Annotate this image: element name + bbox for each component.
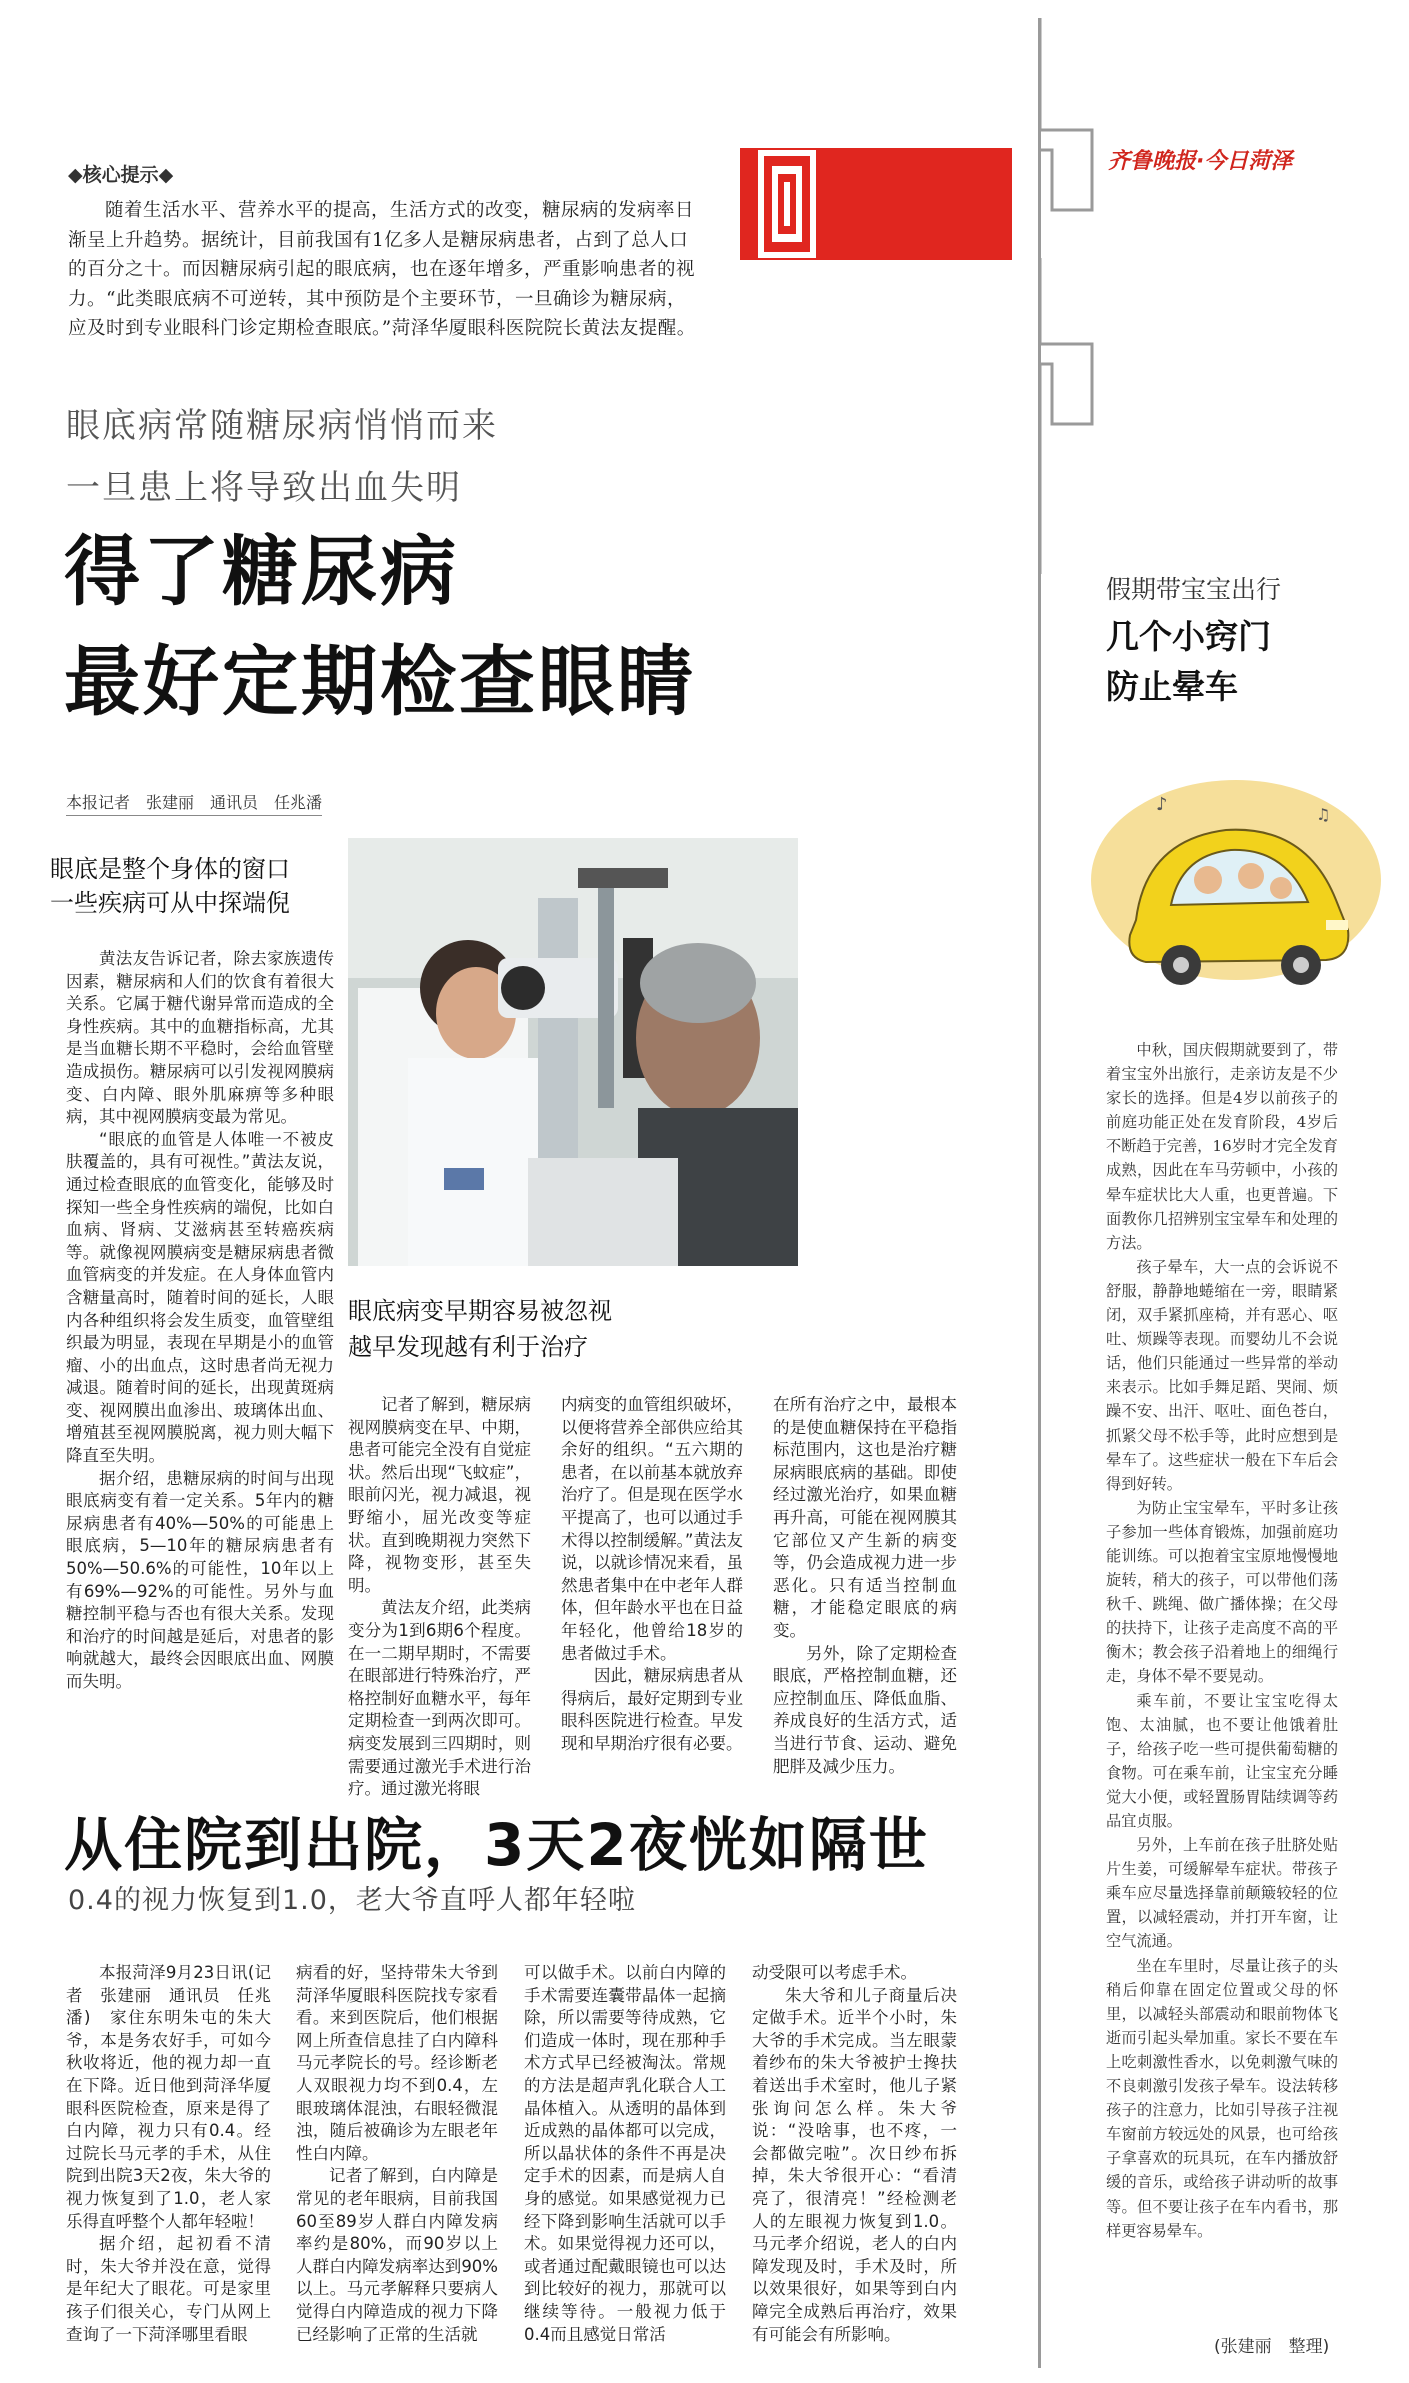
svg-text:♪: ♪ <box>1156 794 1168 815</box>
newspaper-brand: 齐鲁晚报·今日菏泽 <box>1108 149 1293 174</box>
sidebar-signature: (张建丽 整理) <box>1214 2337 1330 2357</box>
paragraph: 另外，除了定期检查眼底，严格控制血糖，还应控制血压、降低血脂、养成良好的生活方式，适当进行节食、运动、避免肥胖及减少压力。 <box>773 1643 957 1776</box>
decorative-border <box>1030 14 1100 2374</box>
article1-column-4 <box>773 1394 957 1778</box>
subhead-2-line-2: 越早发现越有利于治疗 <box>348 1333 588 1361</box>
paragraph: 朱大爷和儿子商量后决定做手术。近半个小时，朱大爷的手术完成。当左眼蒙着纱布的朱大爷被护士搀扶着送出手术室时，他儿子紧张询问怎么样。朱大爷说：“没啥事，也不疼，一会都做完啦”。次日纱布拆掉，朱大爷很开心：“看清亮了，很清亮！”经检测老人的左眼视力恢复到1.0。马元孝介绍说，老人的白内障发现及时，手术及时，所以效果很好，如果等到白内障完全成熟后再治疗，效果有可能会有所影响。 <box>752 1985 957 2344</box>
eye-exam-photo <box>348 838 798 1266</box>
paragraph: 因此，糖尿病患者从得病后，最好定期到专业眼科医院进行检查。早发现和早期治疗很有必要。 <box>561 1666 743 1753</box>
subhead-1-line-2: 一些疾病可从中探端倪 <box>50 889 290 917</box>
subhead-1-line-1: 眼底是整个身体的窗口 <box>50 855 290 883</box>
paragraph: 在所有治疗之中，最根本的是使血糖保持在平稳指标范围内，这也是治疗糖尿病眼底病的基础。即使经过激光治疗，如果血糖再升高，可能在视网膜其它部位又产生新的病变等，仍会造成视力进一步恶化。只有适当控制血糖，才能稳定眼底的病变。 <box>773 1395 957 1640</box>
paragraph: 孩子晕车，大一点的会诉说不舒服，静静地蜷缩在一旁，眼睛紧闭，双手紧抓座椅，并有恶心、呕吐、烦躁等表现。而婴幼儿不会说话，他们只能通过一些异常的举动来表示。比如手舞足蹈、哭闹、烦躁不安、出汗、呕吐、面色苍白，抓紧父母不松手等，此时应想到是晕车了。这些症状一般在下车后会得到好转。 <box>1106 1257 1338 1493</box>
paragraph: 据介绍，起初看不清时，朱大爷并没在意，觉得是年纪大了眼花。可是家里孩子们很关心，专门从网上查询了一下菏泽哪里看眼 <box>66 2234 271 2344</box>
sidebar-kicker: 假期带宝宝出行 <box>1106 575 1282 604</box>
article2-column-4 <box>752 1962 957 2346</box>
car-illustration <box>1086 770 1386 1010</box>
sidebar-body <box>1106 1038 1338 2243</box>
paragraph: 病看的好，坚持带朱大爷到菏泽华厦眼科医院找专家看看。来到医院后，他们根据网上所查信息挂了白内障科马元孝院长的号。经诊断老人双眼视力均不到0.4，左眼玻璃体混浊，右眼轻微混浊，随后被确诊为左眼老年性白内障。 <box>296 1963 498 2163</box>
paragraph: 动受限可以考虑手术。 <box>752 1963 917 1982</box>
sidebar-title <box>1106 612 1271 712</box>
article2-column-2 <box>296 1962 498 2346</box>
paragraph: 坐在车里时，尽量让孩子的头稍后仰靠在固定位置或父母的怀里，以减轻头部震动和眼前物体飞逝而引起头晕加重。家长不要在车上吃刺激性香水，以免刺激气味的不良刺激引发孩子晕车。设法转移孩子的注意力，比如引导孩子注视车窗前方较远处的风景，也可给孩子拿喜欢的玩具玩，在车内播放舒缓的音乐，或给孩子讲动听的故事等。但不要让孩子在车内看书，那样更容易晕车。 <box>1106 1956 1338 2240</box>
article2-column-1 <box>66 1962 271 2346</box>
paragraph: 记者了解到，白内障是常见的老年眼病，目前我国60至89岁人群白内障发病率约是80%，而90岁以上人群白内障发病率达到90%以上。马元孝解释只要病人觉得白内障造成的视力下降已经影响了正常的生活就 <box>296 2166 498 2344</box>
paragraph: 黄法友介绍，此类病变分为1到6期6个程度。在一二期早期时，不需要在眼部进行特殊治疗，严格控制好血糖水平，每年定期检查一到两次即可。病变发展到三四期时，则需要通过激光手术进行治疗。通过激光将眼 <box>348 1598 531 1799</box>
paragraph: “眼底的血管是人体唯一不被皮肤覆盖的，具有可视性。”黄法友说，通过检查眼底的血管变化，能够及时探知一些全身性疾病的端倪，比如白血病、肾病、艾滋病甚至转癌疾病等。就像视网膜病变是糖尿病患者微血管病变的并发症。在人身体血管内含糖量高时，随着时间的延长，人眼内各种组织将会发生质变，血管壁组织最为明显，表现在早期是小的血管瘤、小的出血点，这时患者尚无视力减退。随着时间的延长，出现黄斑病变、视网膜出血渗出、玻璃体出血、增殖甚至视网膜脱离，视力则大幅下降直至失明。 <box>66 1129 334 1466</box>
headline-line-1: 得了糖尿病 <box>64 527 459 616</box>
headline-line-2: 最好定期检查眼睛 <box>64 637 696 726</box>
paragraph: 内病变的血管组织破坏，以便将营养全部供应给其余好的组织。“五六期的患者，在以前基本就放弃治疗了。但是现在医学水平提高了，也可以通过手术得以控制缓解。”黄法友说，以就诊情况来看，虽然患者集中在中老年人群体，但年龄水平也在日益年轻化，他曾给18岁的患者做过手术。 <box>561 1395 743 1663</box>
article2-subtitle: 0.4的视力恢复到1.0，老大爷直呼人都年轻啦 <box>68 1885 636 1916</box>
article2-column-3 <box>524 1962 726 2346</box>
svg-text:♫: ♫ <box>1316 805 1331 824</box>
summary-text: 随着生活水平、营养水平的提高，生活方式的改变，糖尿病的发病率日渐呈上升趋势。据统计，目前我国有1亿多人是糖尿病患者，占到了总人口的百分之十。而因糖尿病引起的眼底病，也在逐年增多，严重影响患者的视力。“此类眼底病不可逆转，其中预防是个主要环节，一旦确诊为糖尿病，应及时到专业眼科门诊定期检查眼底。”菏泽华厦眼科医院院长黄法友提醒。 <box>68 200 696 339</box>
article1-column-1 <box>66 948 334 1694</box>
headline-kicker-1: 眼底病常随糖尿病悄悄而来 <box>66 406 498 446</box>
paragraph: 为防止宝宝晕车，平时多让孩子参加一些体育锻炼，加强前庭功能训练。可以抱着宝宝原地慢慢地旋转，稍大的孩子，可以带他们荡秋千、跳绳、做广播体操；在父母的扶持下，让孩子走高度不高的平衡木；教会孩子沿着地上的细绳行走，身体不晕不要晃动。 <box>1106 1498 1338 1686</box>
paragraph: 可以做手术。以前白内障的手术需要连囊带晶体一起摘除，所以需要等待成熟，它们造成一体时，现在那种手术方式早已经被淘汰。常规的方法是超声乳化联合人工晶体植入。从透明的晶体到近成熟的晶体都可以完成，所以晶状体的条件不再是决定手术的因素，而是病人自身的感觉。如果感觉视力已经下降到影响生活就可以手术。如果觉得视力还可以，或者通过配戴眼镜也可以达到比较好的视力，那就可以继续等待。一般视力低于0.4而且感觉日常活 <box>524 1963 726 2344</box>
sidebar-title-line-1: 几个小窍门 <box>1106 617 1271 656</box>
article1-column-2 <box>348 1394 531 1801</box>
headline-kicker-2: 一旦患上将导致出血失明 <box>66 468 462 508</box>
summary-label: ◆核心提示◆ <box>68 164 174 186</box>
bracket-ornament-icon <box>758 150 816 258</box>
article1-column-3 <box>561 1394 743 1756</box>
paragraph: 本报菏泽9月23日讯(记者 张建丽 通讯员 任兆潘) 家住东明朱屯的朱大爷，本是务农好手，可如今秋收将近，他的视力却一直在下降。近日他到菏泽华厦眼科医院检查，原来是得了白内障，视力只有0.4。经过院长马元孝的手术，从住院到出院3天2夜，朱大爷的视力恢复到了1.0，老人家乐得直呼整个人都年轻啦！ <box>66 1963 271 2231</box>
paragraph: 记者了解到，糖尿病视网膜病变在早、中期，患者可能完全没有自觉症状。然后出现“飞蚊症”，眼前闪光，视力减退，视野缩小，屈光改变等症状。直到晚期视力突然下降，视物变形，甚至失明。 <box>348 1395 531 1595</box>
paragraph: 乘车前，不要让宝宝吃得太饱、太油腻，也不要让他饿着肚子，给孩子吃一些可提供葡萄糖的食物。可在乘车前，让宝宝充分睡觉大小便，或轻置肠胃陆续调等药品宜贞服。 <box>1106 1691 1338 1830</box>
paragraph: 据介绍，患糖尿病的时间与出现眼底病变有着一定关系。5年内的糖尿病患者有40%—50%的可能患上眼底病，5—10年的糖尿病患者有50%—50.6%的可能性，10年以上有69%—92%的可能性。另外与血糖控制平稳与否也有很大关系。发现和治疗的时间越是延后，对患者的影响就越大，最终会因眼底出血、网膜而失明。 <box>66 1468 334 1691</box>
paragraph: 另外，上车前在孩子肚脐处贴片生姜，可缓解晕车症状。带孩子乘车应尽量选择靠前颠簸较轻的位置，以减轻震动，并打开车窗，让空气流通。 <box>1106 1836 1338 1951</box>
subhead-2-line-1: 眼底病变早期容易被忽视 <box>348 1297 612 1325</box>
sidebar-title-line-2: 防止晕车 <box>1106 667 1238 706</box>
paragraph: 中秋，国庆假期就要到了，带着宝宝外出旅行，走亲访友是不少家长的选择。但是4岁以前孩子的前庭功能正处在发育阶段，4岁后不断趋于完善，16岁时才完全发育成熟，因此在车马劳顿中，小孩的晕车症状比大人重，也更普遍。下面教你几招辨别宝宝晕车和处理的方法。 <box>1106 1041 1338 1252</box>
byline: 本报记者 张建丽 通讯员 任兆潘 <box>66 790 322 816</box>
paragraph: 黄法友告诉记者，除去家族遗传因素，糖尿病和人们的饮食有着很大关系。它属于糖代谢异常而造成的全身性疾病。其中的血糖指标高，尤其是当血糖长期不平稳时，会给血管壁造成损伤。糖尿病可以引发视网膜病变、白内障、眼外肌麻痹等多种眼病，其中视网膜病变最为常见。 <box>66 949 334 1127</box>
article2-title: 从住院到出院，3天2夜恍如隔世 <box>64 1811 929 1879</box>
